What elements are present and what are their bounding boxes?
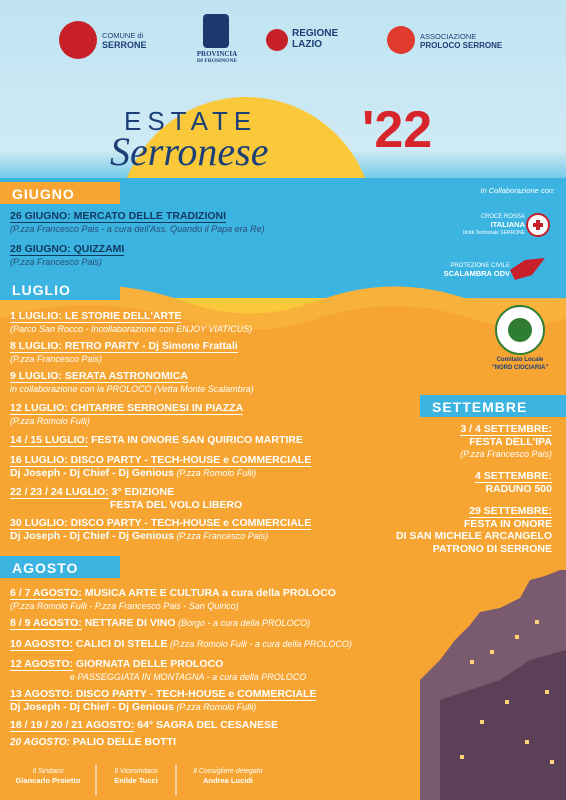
event-agosto-20: 20 AGOSTO: PALIO DELLE BOTTI xyxy=(10,736,176,748)
month-settembre: SETTEMBRE xyxy=(432,399,528,415)
event-agosto-18-21: 18 / 19 / 20 / 21 AGOSTO: 64° SAGRA DEL CESANESE xyxy=(10,719,278,731)
pc-label: PROTEZIONE CIVILE SCALAMBRA ODV xyxy=(443,263,510,278)
regione-emblem xyxy=(266,29,288,51)
event-settembre-3-4: 3 / 4 SETTEMBRE: FESTA DELL'IPA (P.zza Francesco Pais) xyxy=(460,423,552,459)
regione-label: REGIONE LAZIO xyxy=(292,28,339,50)
event-agosto-10: 10 AGOSTO: CALICI DI STELLE (P.zza Romolo Fulli - a cura della PROLOCO) xyxy=(10,638,352,650)
event-agosto-8-9: 8 / 9 AGOSTO: NETTARE DI VINO (Borgo - a cura della PROLOCO) xyxy=(10,617,311,629)
event-luglio-1: 1 LUGLIO: LE STORIE DELL'ARTE (Parco San Rocco - Incollaborazione con ENJOY VIATICUS) xyxy=(10,310,253,334)
title-estate: ESTATE xyxy=(124,106,258,136)
event-settembre-29: 29 SETTEMBRE: FESTA IN ONORE DI SAN MICHELE ARCANGELO PATRONO DI SERRONE xyxy=(396,505,552,555)
title-serronese: Serronese xyxy=(110,129,269,174)
event-luglio-12: 12 LUGLIO: CHITARRE SERRONESI IN PIAZZA (P.zza Romolo Fulli) xyxy=(10,402,244,426)
provincia-emblem xyxy=(203,14,229,48)
event-luglio-8: 8 LUGLIO: RETRO PARTY - Dj Simone Frattali (P.zza Francesco Pais) xyxy=(10,340,238,364)
month-luglio: LUGLIO xyxy=(12,282,71,298)
provincia-label: PROVINCIA DI FROSINONE xyxy=(196,50,238,64)
footer-sindaco: Il Sindaco Giancarlo Proietto xyxy=(15,768,81,785)
event-giugno-28: 28 GIUGNO: QUIZZAMI (P.zza Francesco Pais) xyxy=(10,243,125,267)
event-luglio-30: 30 LUGLIO: DISCO PARTY - TECH-HOUSE e COMMERCIALE Dj Joseph - Dj Chief - Dj Genious (P.zza Francesco Pais) xyxy=(10,517,312,542)
event-giugno-26: 26 GIUGNO: MERCATO DELLE TRADIZIONI (P.zza Francesco Pais - a cura dell'Ass. Quando il Papa era Re) xyxy=(10,210,265,234)
footer-vicesindaco: Il Vicesindaco Enilde Tucci xyxy=(114,768,158,785)
comune-emblem xyxy=(59,21,97,59)
event-luglio-14-15: 14 / 15 LUGLIO: FESTA IN ONORE SAN QUIRICO MARTIRE xyxy=(10,434,303,446)
event-agosto-13: 13 AGOSTO: DISCO PARTY - TECH-HOUSE e COMMERCIALE Dj Joseph - Dj Chief - Dj Genious (P.zza Romolo Fulli) xyxy=(10,688,317,713)
event-luglio-9: 9 LUGLIO: SERATA ASTRONOMICA in collaborazione con la PROLOCO (Vetta Monte Scalambra) xyxy=(10,370,254,394)
footer-consigliere: Il Consigliere delegato Andrea Lucidi xyxy=(193,768,263,785)
event-settembre-4: 4 SETTEMBRE: RADUNO 500 xyxy=(474,470,552,495)
comune-label: COMUNE di SERRONE xyxy=(102,31,147,50)
proloco-label: ASSOCIAZIONE PROLOCO SERRONE xyxy=(420,32,503,50)
event-agosto-6-7: 6 / 7 AGOSTO: MUSICA ARTE E CULTURA a cura della PROLOCO (P.zza Romolo Fulli - P.zza Francesco Pais - San Quirico) xyxy=(10,587,336,611)
collab-label: In Collaborazione con: xyxy=(480,186,555,195)
event-luglio-16: 16 LUGLIO: DISCO PARTY - TECH-HOUSE e COMMERCIALE Dj Joseph - Dj Chief - Dj Genious (P.zza Romolo Fulli) xyxy=(10,454,312,479)
event-luglio-22-24: 22 / 23 / 24 LUGLIO: 3° EDIZIONE FESTA DEL VOLO LIBERO xyxy=(10,486,243,511)
month-giugno: GIUGNO xyxy=(12,186,75,202)
comitato-label: Comitato Locale "NORD CIOCIARIA" xyxy=(491,357,549,371)
cri-label: CROCE ROSSA ITALIANA Unità Territoriale SERRONE xyxy=(462,214,525,236)
month-agosto: AGOSTO xyxy=(12,560,79,576)
proloco-emblem xyxy=(387,26,415,54)
event-agosto-12: 12 AGOSTO: GIORNATA DELLE PROLOCO e PASSEGGIATA IN MONTAGNA - a cura della PROLOCO xyxy=(10,658,307,682)
title-year: '22 xyxy=(362,101,433,159)
